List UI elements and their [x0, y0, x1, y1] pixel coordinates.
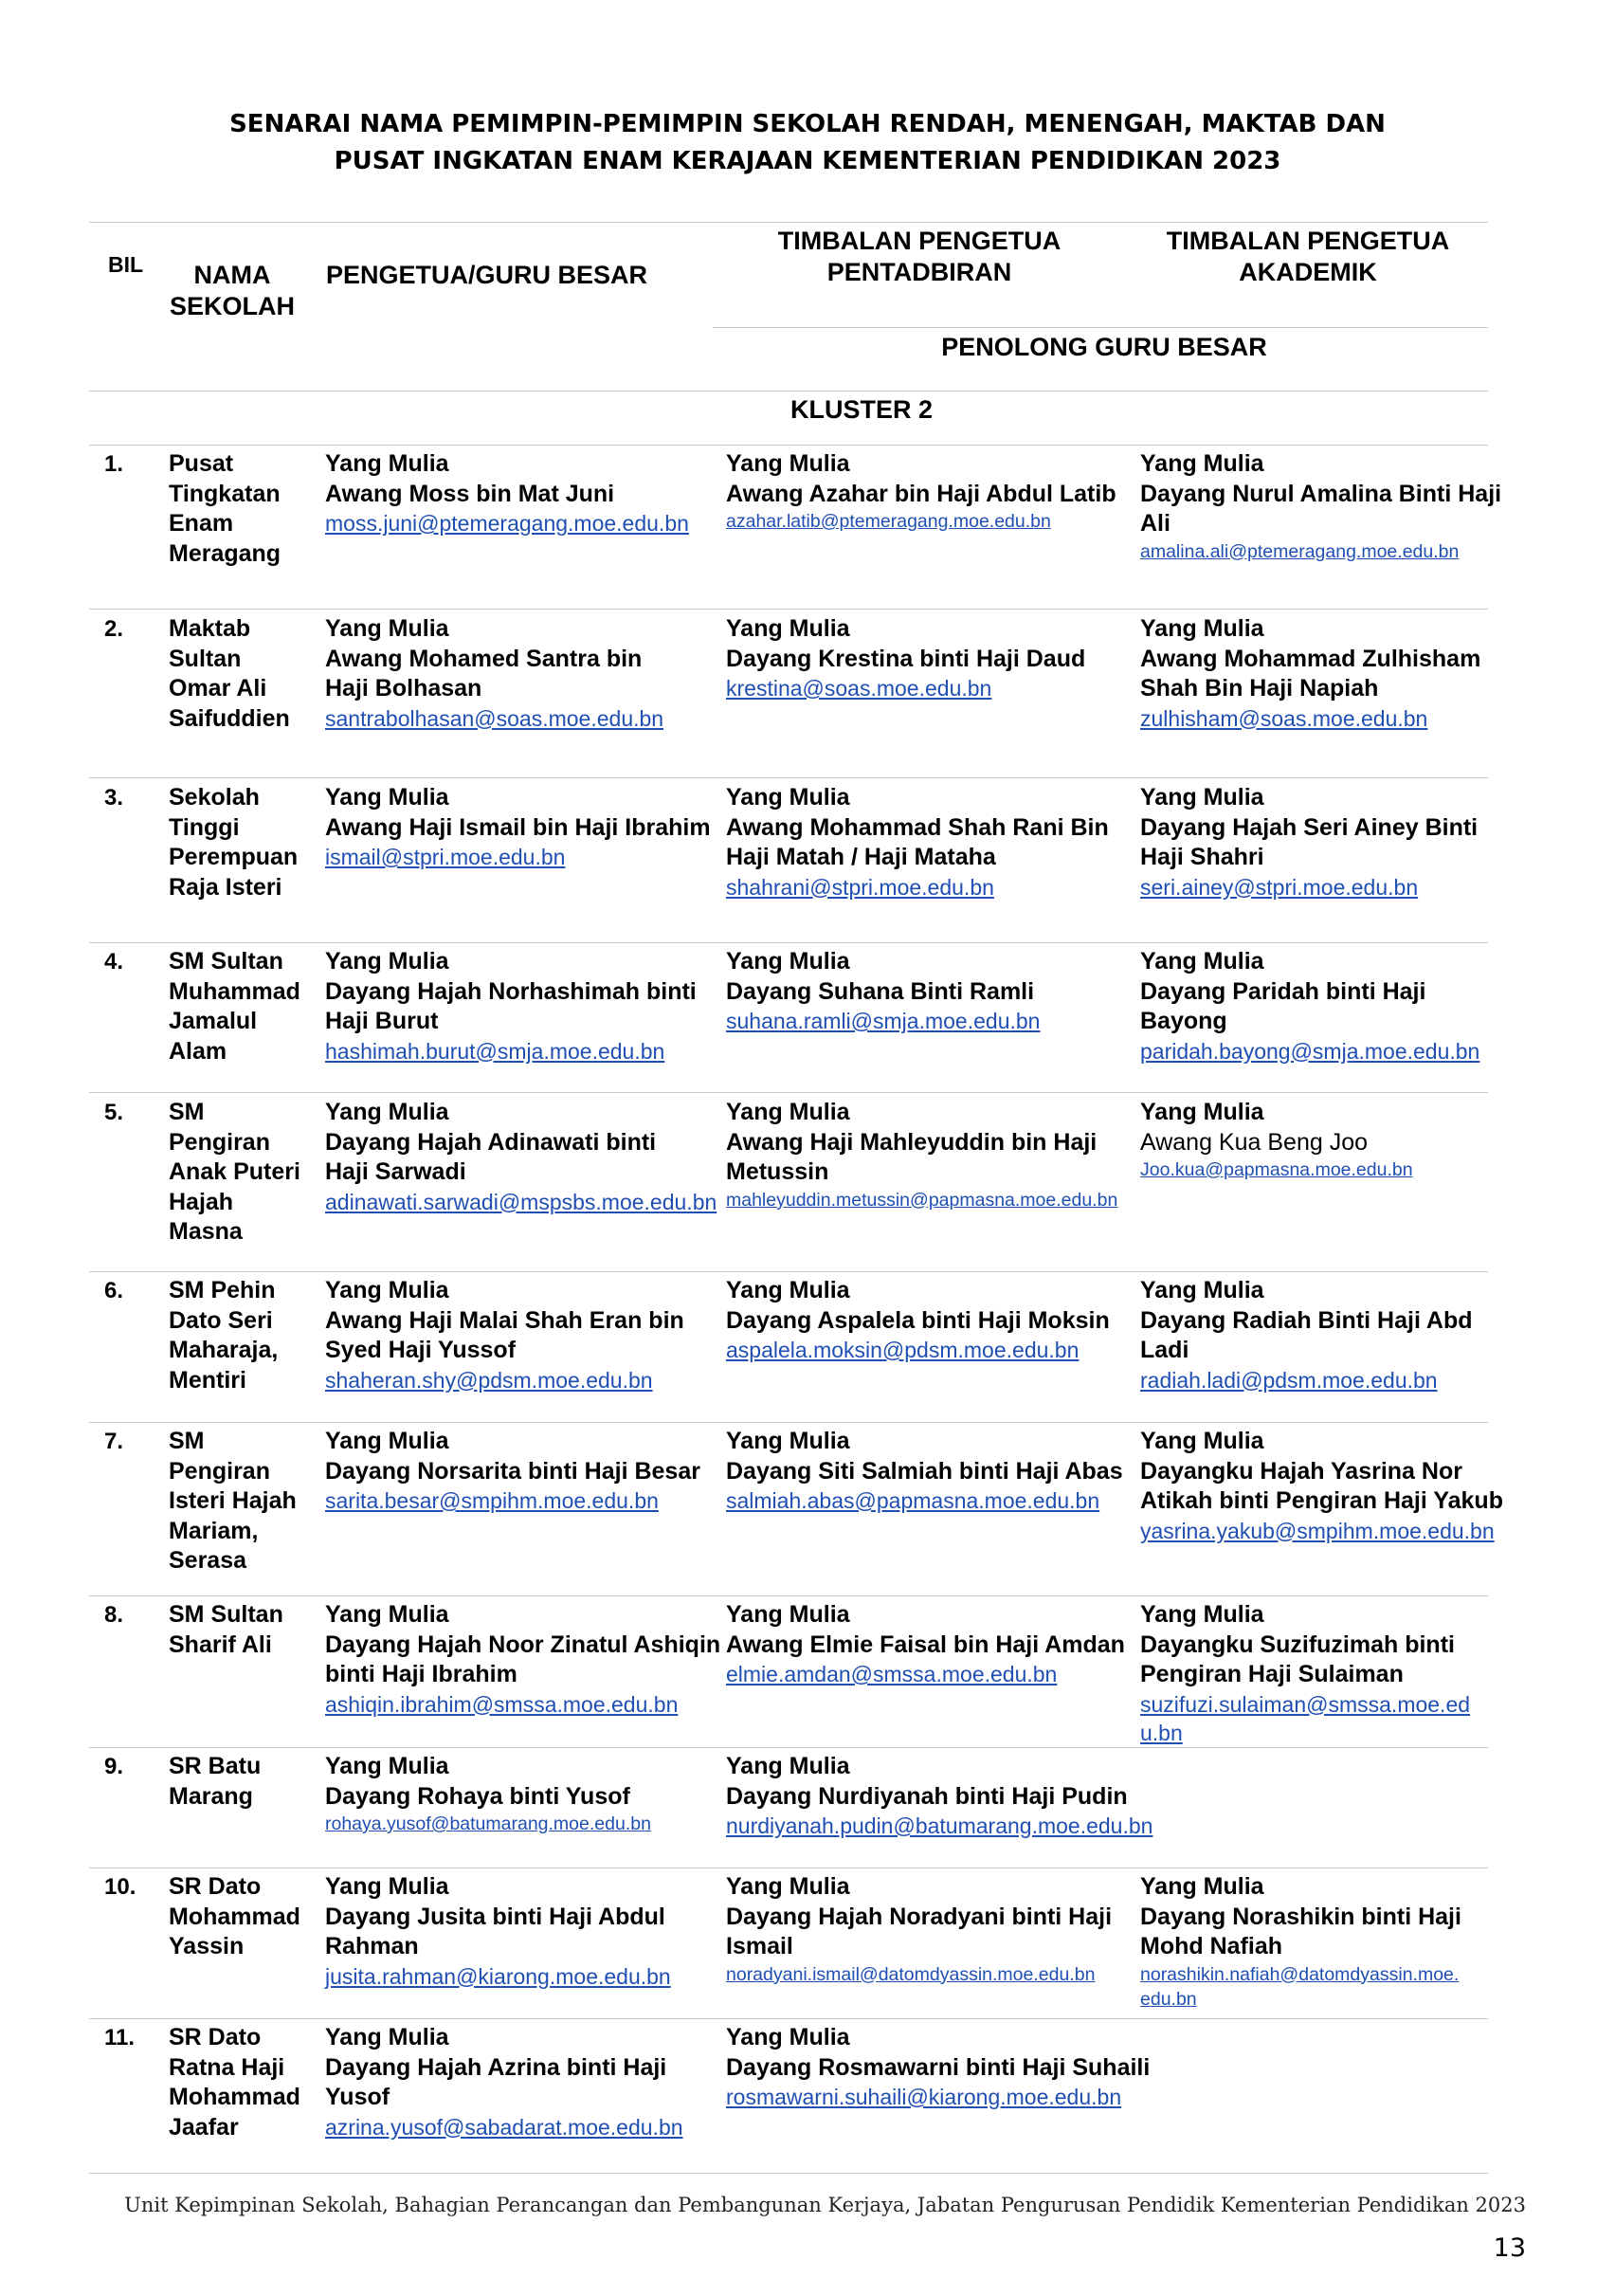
tp-pentadbiran-cell: [726, 614, 1085, 702]
person-name-line: Dayangku Suzifuzimah binti: [1140, 1631, 1455, 1658]
tp-akademik-cell: [1140, 1276, 1473, 1394]
school-name-line: Mariam,: [169, 1517, 259, 1544]
person-name-line: Awang Mohamed Santra bin: [325, 645, 643, 672]
school-name: [169, 449, 311, 569]
tp-pentadbiran-cell: [726, 783, 1109, 902]
honorific: Yang Mulia: [1140, 1428, 1264, 1454]
email-link[interactable]: paridah.bayong@smja.moe.edu.bn: [1140, 1038, 1480, 1064]
pengetua-cell: [325, 1276, 684, 1394]
honorific: Yang Mulia: [325, 784, 449, 811]
row-divider: [89, 942, 1488, 943]
email-link[interactable]: ashiqin.ibrahim@smssa.moe.edu.bn: [325, 1691, 679, 1717]
honorific: Yang Mulia: [726, 615, 850, 642]
email-link[interactable]: rohaya.yusof@batumarang.moe.edu.bn: [325, 1813, 651, 1834]
honorific: Yang Mulia: [726, 1753, 850, 1779]
person-name-line: Ladi: [1140, 1337, 1189, 1363]
school-name-line: Jaafar: [169, 2113, 239, 2141]
tp-akademik-cell: [1140, 783, 1478, 902]
person-name-line: Awang Moss bin Mat Juni: [325, 480, 615, 507]
email-link[interactable]: amalina.ali@ptemeragang.moe.edu.bn: [1140, 540, 1460, 562]
tp-akademik-cell: [1140, 1427, 1503, 1545]
person-name-line: Pengiran Haji Sulaiman: [1140, 1661, 1404, 1687]
row-number: 3.: [104, 785, 124, 811]
email-link[interactable]: moss.juni@ptemeragang.moe.edu.bn: [325, 511, 689, 536]
person-name-line: Awang Mohammad Shah Rani Bin: [726, 813, 1109, 841]
header-tp-pentadbiran-line-1: TIMBALAN PENGETUA: [777, 227, 1062, 255]
pengetua-cell: [325, 783, 711, 871]
school-name-line: Omar Ali: [169, 675, 267, 702]
person-name-line: Dayang Norsarita binti Haji Besar: [325, 1457, 700, 1485]
school-name-line: Mentiri: [169, 1366, 246, 1394]
row-divider: [89, 1422, 1488, 1423]
tp-pentadbiran-cell: [726, 1600, 1125, 1688]
person-name-line: Yusof: [325, 2084, 390, 2110]
tp-akademik-cell: [1140, 1098, 1413, 1182]
tp-akademik-cell: [1140, 449, 1501, 564]
honorific: Yang Mulia: [726, 784, 850, 811]
honorific: Yang Mulia: [726, 2024, 850, 2050]
person-name-line: Awang Mohammad Zulhisham: [1140, 645, 1481, 672]
school-name-line: SM Pehin: [169, 1277, 276, 1303]
header-penolong-guru-besar: PENOLONG GURU BESAR: [941, 333, 1267, 361]
header-mid-rule: [713, 327, 1488, 328]
email-link[interactable]: azahar.latib@ptemeragang.moe.edu.bn: [726, 511, 1051, 532]
person-name-line: Mohd Nafiah: [1140, 1933, 1282, 1959]
school-name-line: Raja Isteri: [169, 873, 282, 901]
school-name-line: SM: [169, 1428, 205, 1454]
honorific: Yang Mulia: [325, 450, 449, 477]
row-number: 5.: [104, 1100, 124, 1125]
honorific: Yang Mulia: [726, 1873, 850, 1900]
header-tp-akademik-line-1: TIMBALAN PENGETUA: [1166, 227, 1450, 255]
person-name-line: Awang Haji Ismail bin Haji Ibrahim: [325, 813, 711, 841]
pengetua-cell: [325, 1427, 700, 1515]
honorific: Yang Mulia: [325, 2024, 449, 2050]
email-link[interactable]: suhana.ramli@smja.moe.edu.bn: [726, 1009, 1041, 1033]
school-name: [169, 1600, 311, 1660]
school-name-line: Enam: [169, 510, 234, 537]
header-tp-pentadbiran: [720, 226, 1118, 288]
email-link[interactable]: nurdiyanah.pudin@batumarang.moe.edu.bn: [726, 1813, 1153, 1838]
school-name-line: SM: [169, 1099, 205, 1125]
school-name-line: Anak Puteri: [169, 1158, 300, 1185]
honorific: Yang Mulia: [726, 450, 850, 477]
person-name-line: Haji Shahri: [1140, 844, 1264, 870]
school-name: [169, 614, 311, 734]
row-divider: [89, 1595, 1488, 1596]
person-name-line: Dayang Nurul Amalina Binti Haji: [1140, 480, 1502, 507]
email-link[interactable]: ismail@stpri.moe.edu.bn: [325, 845, 566, 869]
person-name-line: Dayang Hajah Noradyani binti Haji: [726, 1903, 1113, 1930]
person-name-line: Shah Bin Haji Napiah: [1140, 675, 1379, 702]
tp-pentadbiran-cell: [726, 1276, 1110, 1364]
row-divider: [89, 1747, 1488, 1748]
email-link[interactable]: u.bn: [1140, 1720, 1183, 1745]
person-name-line: Dayang Hajah Adinawati binti: [325, 1128, 657, 1156]
email-link[interactable]: norashikin.nafiah@datomdyassin.moe.: [1140, 1963, 1460, 1985]
pengetua-cell: [325, 1752, 651, 1836]
pengetua-cell: [325, 614, 663, 733]
person-name-line: Bayong: [1140, 1008, 1227, 1034]
honorific: Yang Mulia: [1140, 615, 1264, 642]
school-name-line: Maharaja,: [169, 1337, 279, 1363]
page-title-line-1: SENARAI NAMA PEMIMPIN-PEMIMPIN SEKOLAH RENDAH, MENENGAH, MAKTAB DAN: [229, 110, 1386, 138]
email-link[interactable]: Joo.kua@papmasna.moe.edu.bn: [1140, 1159, 1413, 1180]
person-name-line: Dayang Rohaya binti Yusof: [325, 1782, 630, 1810]
email-link[interactable]: adinawati.sarwadi@mspsbs.moe.edu.bn: [325, 1189, 717, 1214]
person-name-line: Dayang Hajah Noor Zinatul Ashiqin: [325, 1631, 721, 1658]
header-bil: BIL: [108, 252, 144, 277]
email-link[interactable]: rosmawarni.suhaili@kiarong.moe.edu.bn: [726, 2085, 1122, 2109]
header-tp-pentadbiran-line-2: PENTADBIRAN: [826, 258, 1012, 286]
person-name-line: Ismail: [726, 1933, 793, 1959]
school-name: [169, 1752, 311, 1812]
honorific: Yang Mulia: [325, 948, 449, 975]
person-name-line: Awang Kua Beng Joo: [1140, 1128, 1369, 1156]
school-name: [169, 947, 311, 1066]
pengetua-cell: [325, 1872, 671, 1991]
person-name-line: Awang Azahar bin Haji Abdul Latib: [726, 480, 1116, 507]
person-name-line: Dayang Hajah Azrina binti Haji: [325, 2053, 667, 2081]
school-name-line: Jamalul: [169, 1008, 258, 1034]
school-name-line: Saifuddien: [169, 704, 290, 732]
person-name-line: Dayang Hajah Norhashimah binti: [325, 977, 697, 1005]
person-name-line: Ali: [1140, 510, 1170, 537]
school-name-line: Tingkatan: [169, 480, 281, 507]
page-footer: Unit Kepimpinan Sekolah, Bahagian Perancangan dan Pembangunan Kerjaya, Jabatan Pengurusan Pendidik Kementerian Pendidikan 2023: [124, 2194, 1526, 2216]
school-name-line: Isteri Hajah: [169, 1487, 297, 1514]
person-name-line: Dayang Nurdiyanah binti Haji Pudin: [726, 1782, 1128, 1810]
row-number: 11.: [104, 2025, 136, 2050]
person-name-line: Metussin: [726, 1158, 829, 1185]
honorific: Yang Mulia: [325, 1873, 449, 1900]
person-name-line: Dayang Radiah Binti Haji Abd: [1140, 1306, 1473, 1334]
email-link[interactable]: azrina.yusof@sabadarat.moe.edu.bn: [325, 2114, 683, 2140]
school-name-line: Hajah: [169, 1188, 234, 1215]
person-name-line: Dayang Suhana Binti Ramli: [726, 977, 1035, 1005]
honorific: Yang Mulia: [726, 1099, 850, 1125]
tp-akademik-cell: [1140, 947, 1479, 1066]
header-tp-akademik: [1128, 226, 1488, 288]
person-name-line: Haji Matah / Haji Mataha: [726, 844, 996, 870]
row-number: 2.: [104, 616, 124, 642]
school-name: [169, 1276, 311, 1395]
pengetua-cell: [325, 1600, 720, 1719]
header-nama-line-2: SEKOLAH: [169, 292, 295, 320]
person-name-line: Haji Burut: [325, 1008, 439, 1034]
page-title: [0, 106, 1615, 180]
row-divider: [89, 2018, 1488, 2019]
email-link[interactable]: shaheran.shy@pdsm.moe.edu.bn: [325, 1367, 653, 1393]
honorific: Yang Mulia: [726, 1428, 850, 1454]
tp-pentadbiran-cell: [726, 1752, 1152, 1840]
header-nama-line-1: NAMA: [193, 261, 271, 289]
person-name-line: Dayang Aspalela binti Haji Moksin: [726, 1306, 1110, 1334]
pengetua-cell: [325, 2023, 683, 2141]
school-name-line: Tinggi: [169, 813, 240, 841]
honorific: Yang Mulia: [1140, 948, 1264, 975]
honorific: Yang Mulia: [325, 1277, 449, 1303]
person-name-line: Dayang Hajah Seri Ainey Binti: [1140, 813, 1479, 841]
school-name: [169, 1872, 311, 1962]
school-name-line: SR Dato: [169, 1873, 262, 1900]
school-name-line: Mohammad: [169, 2084, 300, 2110]
tp-pentadbiran-cell: [726, 2023, 1150, 2111]
person-name-line: Dayang Siti Salmiah binti Haji Abas: [726, 1457, 1123, 1485]
row-number: 10.: [104, 1874, 136, 1900]
school-name-line: Alam: [169, 1037, 227, 1065]
school-name: [169, 1098, 311, 1248]
person-name-line: Dayang Norashikin binti Haji: [1140, 1903, 1461, 1930]
email-link[interactable]: elmie.amdan@smssa.moe.edu.bn: [726, 1662, 1058, 1686]
school-name-line: Maktab: [169, 615, 251, 642]
person-name-line: Dayang Jusita binti Haji Abdul: [325, 1903, 665, 1930]
email-link[interactable]: mahleyuddin.metussin@papmasna.moe.edu.bn: [726, 1189, 1118, 1211]
person-name-line: Haji Bolhasan: [325, 675, 482, 702]
pengetua-cell: [325, 947, 697, 1066]
tp-pentadbiran-cell: [726, 1098, 1117, 1212]
tp-pentadbiran-cell: [726, 947, 1040, 1035]
email-link[interactable]: seri.ainey@stpri.moe.edu.bn: [1140, 874, 1419, 900]
school-name-line: Meragang: [169, 539, 281, 567]
person-name-line: Dayang Krestina binti Haji Daud: [726, 645, 1086, 672]
page-title-line-2: PUSAT INGKATAN ENAM KERAJAAN KEMENTERIAN PENDIDIKAN 2023: [334, 147, 1281, 175]
email-link[interactable]: santrabolhasan@soas.moe.edu.bn: [325, 705, 664, 731]
honorific: Yang Mulia: [726, 948, 850, 975]
row-number: 4.: [104, 949, 124, 975]
school-name-line: SM Sultan: [169, 1601, 283, 1628]
email-link[interactable]: sarita.besar@smpihm.moe.edu.bn: [325, 1488, 659, 1513]
tp-akademik-cell: [1140, 1872, 1461, 2012]
person-name-line: Rahman: [325, 1933, 419, 1959]
email-link[interactable]: yasrina.yakub@smpihm.moe.edu.bn: [1140, 1518, 1495, 1543]
header-nama-sekolah: [156, 260, 308, 322]
person-name-line: Atikah binti Pengiran Haji Yakub: [1140, 1487, 1503, 1514]
email-link[interactable]: jusita.rahman@kiarong.moe.edu.bn: [325, 1963, 671, 1989]
honorific: Yang Mulia: [726, 1277, 850, 1303]
school-name-line: SR Batu: [169, 1753, 262, 1779]
person-name-line: binti Haji Ibrahim: [325, 1661, 517, 1687]
honorific: Yang Mulia: [1140, 1277, 1264, 1303]
school-name-line: Serasa: [169, 1547, 247, 1574]
honorific: Yang Mulia: [1140, 784, 1264, 811]
tp-pentadbiran-cell: [726, 1872, 1112, 1987]
header-bottom-rule: [89, 391, 1488, 392]
school-name: [169, 1427, 311, 1576]
person-name-line: Awang Elmie Faisal bin Haji Amdan: [726, 1631, 1125, 1658]
school-name-line: Muhammad: [169, 977, 300, 1005]
pengetua-cell: [325, 1098, 717, 1216]
row-divider: [89, 777, 1488, 778]
honorific: Yang Mulia: [1140, 1873, 1264, 1900]
school-name-line: Perempuan: [169, 844, 299, 870]
honorific: Yang Mulia: [1140, 1099, 1264, 1125]
cluster-label: KLUSTER 2: [790, 395, 934, 424]
email-link[interactable]: aspalela.moksin@pdsm.moe.edu.bn: [726, 1338, 1080, 1362]
header-tp-akademik-line-2: AKADEMIK: [1239, 258, 1377, 286]
honorific: Yang Mulia: [1140, 450, 1264, 477]
person-name-line: Awang Haji Malai Shah Eran bin: [325, 1306, 684, 1334]
row-number: 1.: [104, 451, 124, 477]
row-number: 8.: [104, 1602, 124, 1628]
header-pengetua: PENGETUA/GURU BESAR: [326, 261, 648, 289]
email-link[interactable]: edu.bn: [1140, 1988, 1197, 2010]
honorific: Yang Mulia: [325, 1753, 449, 1779]
row-number: 6.: [104, 1278, 124, 1303]
row-divider: [89, 1271, 1488, 1272]
tp-pentadbiran-cell: [726, 1427, 1123, 1515]
school-name-line: Pengiran: [169, 1128, 270, 1156]
honorific: Yang Mulia: [325, 1601, 449, 1628]
page-number: 13: [1493, 2233, 1526, 2263]
tp-pentadbiran-cell: [726, 449, 1116, 534]
honorific: Yang Mulia: [325, 1099, 449, 1125]
school-name: [169, 2023, 311, 2142]
school-name-line: Sekolah: [169, 784, 260, 811]
school-name-line: Yassin: [169, 1933, 245, 1959]
email-link[interactable]: radiah.ladi@pdsm.moe.edu.bn: [1140, 1367, 1438, 1393]
honorific: Yang Mulia: [726, 1601, 850, 1628]
cluster-rule: [89, 445, 1488, 446]
person-name-line: Dayangku Hajah Yasrina Nor: [1140, 1457, 1462, 1485]
school-name-line: Sharif Ali: [169, 1631, 272, 1658]
row-number: 9.: [104, 1754, 124, 1779]
school-name-line: Pusat: [169, 450, 234, 477]
email-link[interactable]: hashimah.burut@smja.moe.edu.bn: [325, 1038, 665, 1064]
row-divider: [89, 2173, 1488, 2174]
school-name-line: Pengiran: [169, 1457, 270, 1485]
person-name-line: Awang Haji Mahleyuddin bin Haji: [726, 1128, 1098, 1156]
person-name-line: Dayang Rosmawarni binti Haji Suhaili: [726, 2053, 1151, 2081]
table-top-rule: [89, 222, 1488, 223]
school-name-line: Ratna Haji: [169, 2053, 285, 2081]
honorific: Yang Mulia: [325, 615, 449, 642]
email-link[interactable]: salmiah.abas@papmasna.moe.edu.bn: [726, 1488, 1100, 1513]
school-name-line: Sultan: [169, 645, 242, 672]
school-name-line: SR Dato: [169, 2024, 262, 2050]
pengetua-cell: [325, 449, 689, 538]
person-name-line: Haji Sarwadi: [325, 1158, 466, 1185]
school-name: [169, 783, 311, 902]
tp-akademik-cell: [1140, 1600, 1470, 1747]
school-name-line: Dato Seri: [169, 1306, 273, 1334]
school-name-line: SM Sultan: [169, 948, 283, 975]
school-name-line: Mohammad: [169, 1903, 300, 1930]
person-name-line: Syed Haji Yussof: [325, 1337, 517, 1363]
honorific: Yang Mulia: [325, 1428, 449, 1454]
person-name-line: Dayang Paridah binti Haji: [1140, 977, 1426, 1005]
school-name-line: Marang: [169, 1782, 253, 1810]
tp-akademik-cell: [1140, 614, 1480, 733]
school-name-line: Masna: [169, 1218, 243, 1245]
honorific: Yang Mulia: [1140, 1601, 1264, 1628]
email-link[interactable]: shahrani@stpri.moe.edu.bn: [726, 874, 994, 900]
row-divider: [89, 609, 1488, 610]
row-number: 7.: [104, 1429, 124, 1454]
email-link[interactable]: krestina@soas.moe.edu.bn: [726, 676, 992, 701]
row-divider: [89, 1092, 1488, 1093]
email-link[interactable]: suzifuzi.sulaiman@smssa.moe.ed: [1140, 1691, 1471, 1717]
email-link[interactable]: noradyani.ismail@datomdyassin.moe.edu.bn: [726, 1963, 1096, 1985]
email-link[interactable]: zulhisham@soas.moe.edu.bn: [1140, 705, 1428, 731]
